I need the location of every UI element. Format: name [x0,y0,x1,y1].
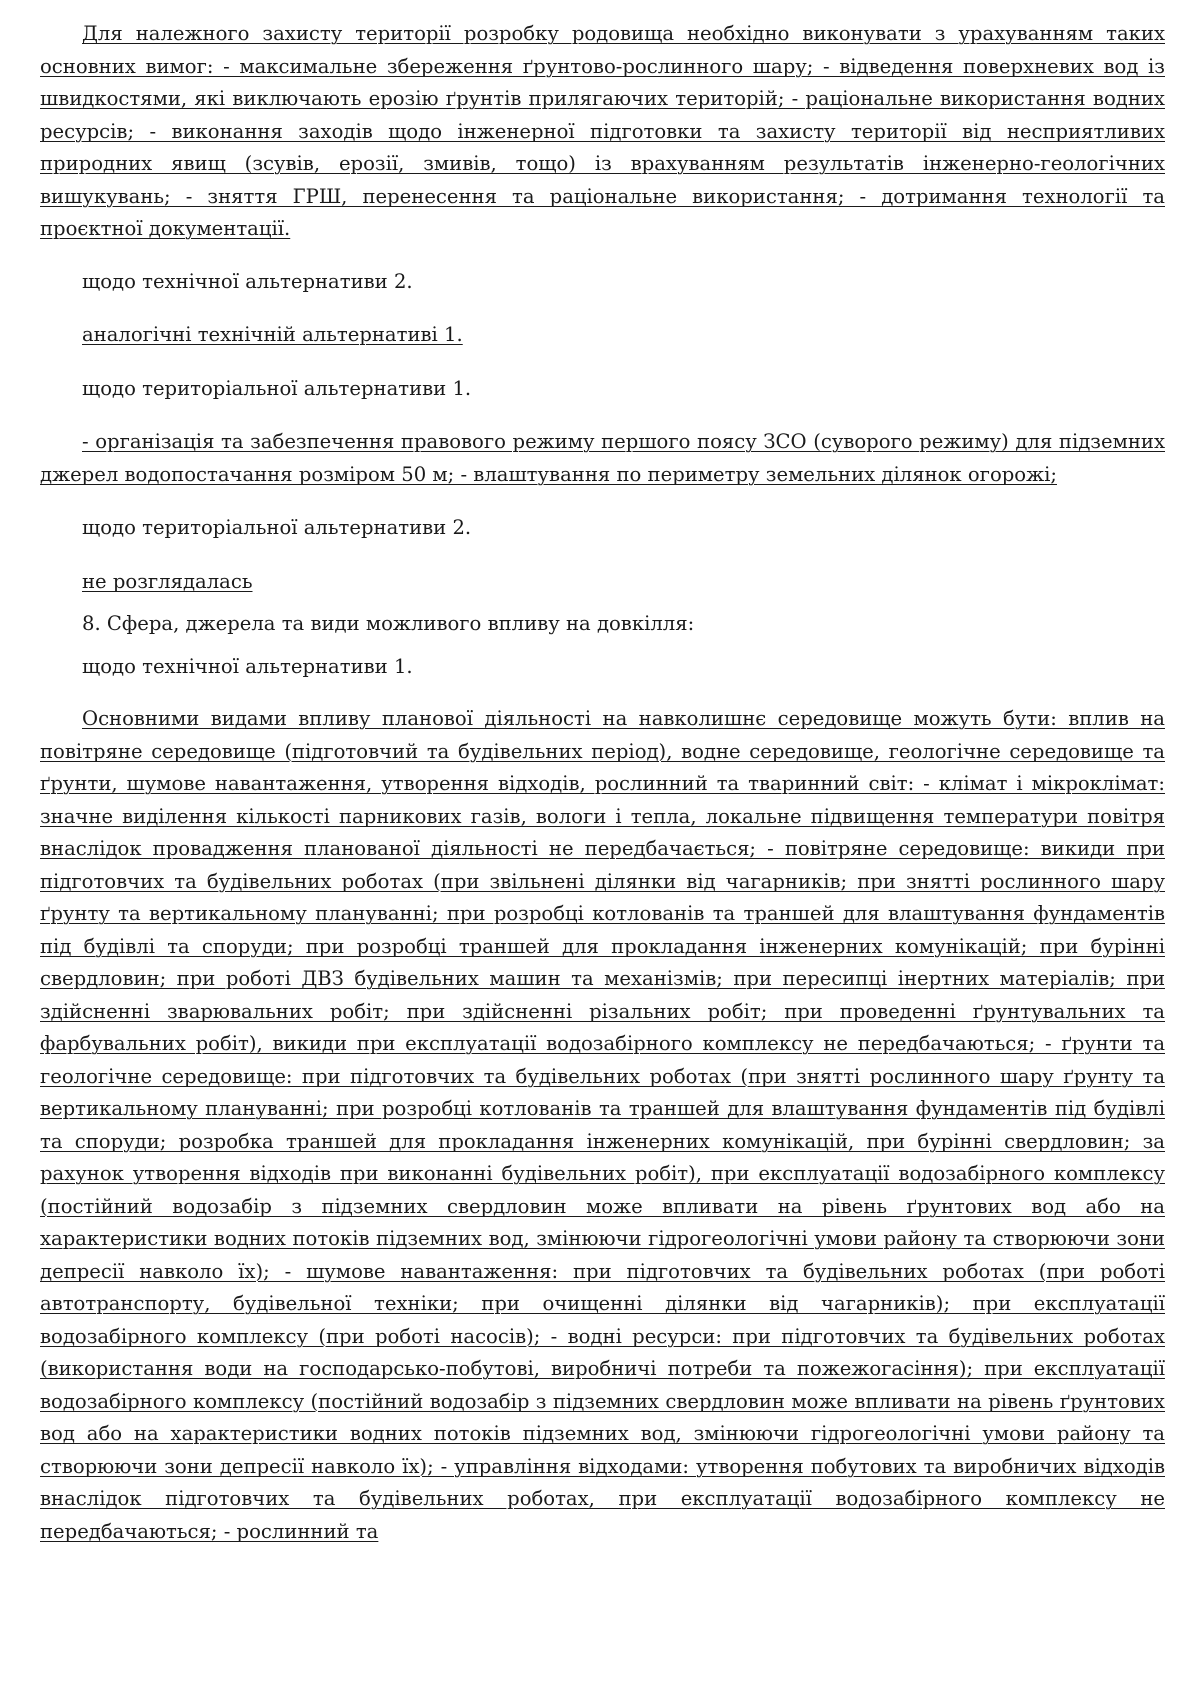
heading-technical-alternative-1: щодо технічної альтернативи 1. [82,654,413,678]
paragraph-territorial-alternative-2-answer: не розглядалась [82,569,253,593]
document-page [40,18,1165,1548]
heading-territorial-alternative-2: щодо територіальної альтернативи 2. [82,516,472,539]
heading-territorial-alternative-1: щодо територіальної альтернативи 1. [82,376,472,400]
paragraph-impact-types: Основними видами впливу планової діяльності на навколишнє середовище можуть бути: вплив на повітряне середовище (підготовчий та будівельних період), водне середовище, геологічне середовище та ґрунти, шумове навантаження, утворення відходів, рослинний та тваринний світ: - клімат і мікроклімат: значне виділення кількості парникових газів, вологи і тепла, локальне підвищення температури повітря внаслідок провадження планованої діяльності не передбачається; - повітряне середовище: викиди при підготовчих та будівельних роботах (при звільнені ділянки від чагарників; при знятті рослинного шару ґрунту та вертикальному плануванні; при розробці котлованів та траншей для влаштування фундаментів під будівлі та споруди; при розробці траншей для прокладання інженерних комунікацій; при бурінні свердловин; при роботі ДВЗ будівельних машин та механізмів; при пересипці інертних матеріалів; при здійсненні зварювальних робіт; при здійсненні різальних робіт; при проведенні ґрунтувальних та фарбувальних робіт), викиди при експлуатації водозабірного комплексу не передбачаються; - ґрунти та геологічне середовище: при підготовчих та будівельних роботах (при знятті рослинного шару ґрунту та вертикальному плануванні; при розробці котлованів та траншей для влаштування фундаментів під будівлі та споруди; розробка траншей для прокладання інженерних комунікацій, при бурінні свердловин; за рахунок утворення відходів при виконанні будівельних робіт), при експлуатації водозабірного комплексу (постійний водозабір з підземних свердловин може впливати на рівень ґрунтових вод або на характеристики водних потоків підземних вод, змінюючи гідрогеологічні умови району та створюючи зони депресії навколо їх); - шумове навантаження: при підготовчих та будівельних роботах (при роботі автотранспорту, будівельної техніки; при очищенні ділянки від чагарників); при експлуатації водозабірного комплексу (при роботі насосів); - водні ресурси: при підготовчих та будівельних роботах (використання води на господарсько-побутові, виробничі потреби та пожежогасіння); при експлуатації водозабірного комплексу (постійний водозабір з підземних свердловин може впливати на рівень ґрунтових вод або на характеристики водних потоків підземних вод, змінюючи гідрогеологічні умови району та створюючи зони депресії навколо їх); - управління відходами: утворення побутових та виробничих відходів внаслідок підготовчих та будівельних роботах, при експлуатації водозабірного комплексу не передбачаються; - рослинний та [40,707,1165,1543]
paragraph-territorial-alternative-1-answer: - організація та забезпечення правового режиму першого поясу ЗСО (суворого режиму) для підземних джерел водопостачання розміром 50 м; - влаштування по периметру земельних ділянок огорожі; [40,430,1165,486]
paragraph-technical-alternative-2-answer: аналогічні технічній альтернативі 1. [82,323,463,346]
heading-technical-alternative-2: щодо технічної альтернативи 2. [82,269,413,293]
paragraph-protection-requirements: Для належного захисту території розробку родовища необхідно виконувати з урахуванням таких основних вимог: - максимальне збереження ґрунтово-рослинного шару; - відведення поверхневих вод із швидкостями, які виключають ерозію ґрунтів прилягаючих територій; - раціональне використання водних ресурсів; - виконання заходів щодо інженерної підготовки та захисту території від несприятливих природних явищ (зсувів, ерозії, змивів, тощо) із врахуванням результатів інженерно-геологічних вишукувань; - зняття ГРШ, перенесення та раціональне використання; - дотримання технології та проєктної документації. [40,22,1165,240]
section-heading-impact-sources: 8. Сфера, джерела та види можливого впливу на довкілля: [82,612,695,635]
